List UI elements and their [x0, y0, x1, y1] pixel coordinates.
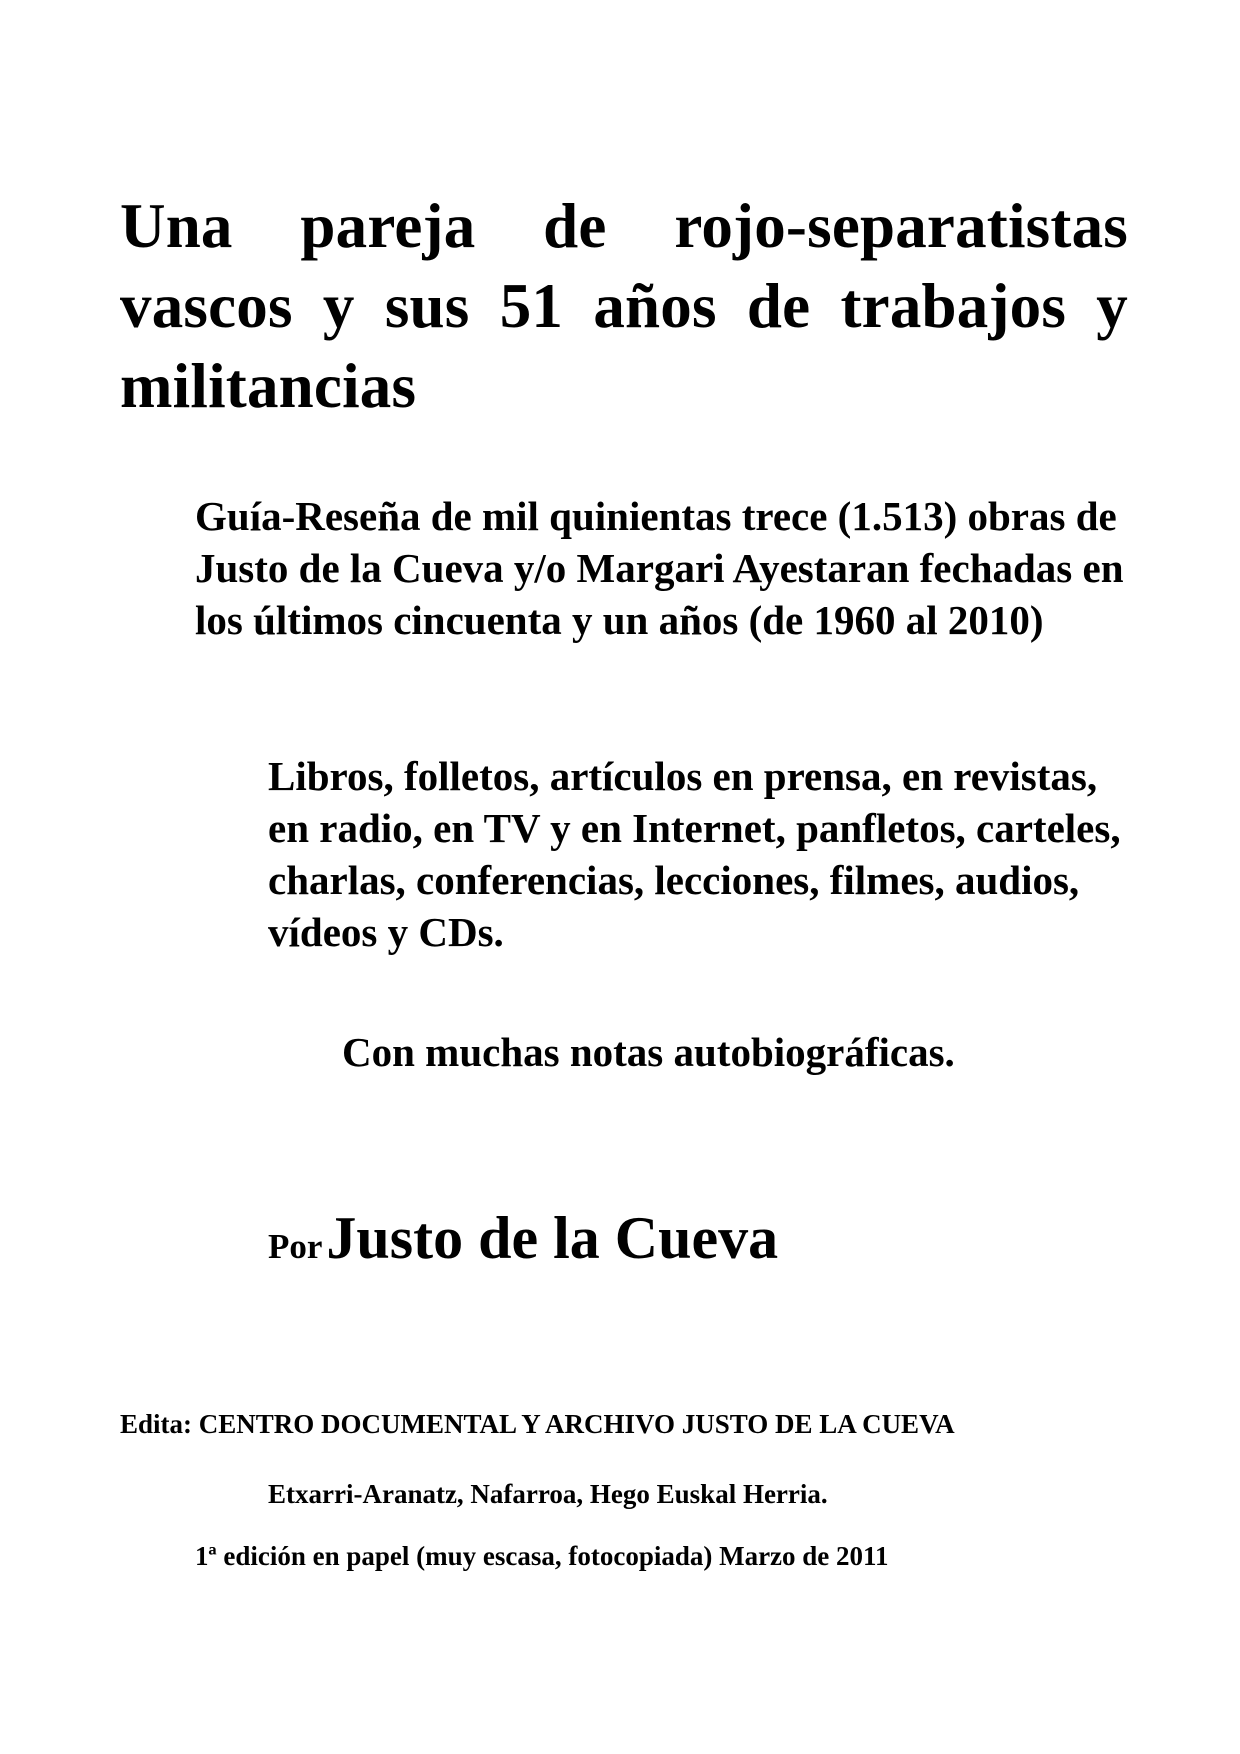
book-subtitle: Guía-Reseña de mil quinientas trece (1.513) obras de Justo de la Cueva y/o Margari Ayestaran fechadas en los últimos cincuenta y un años (de 1960 al 2010)	[195, 493, 1124, 643]
author-name: Justo de la Cueva	[326, 1205, 779, 1271]
author-byline	[268, 1198, 778, 1294]
contents-description: Libros, folletos, artículos en prensa, en revistas, en radio, en TV y en Internet, panfletos, carteles, charlas, conferencias, lecciones, filmes, audios, vídeos y CDs.	[268, 753, 1121, 955]
publisher-location: Etxarri-Aranatz, Nafarroa, Hego Euskal Herria.	[268, 1479, 828, 1509]
byline-prefix: Por	[268, 1227, 323, 1266]
book-title: Una pareja de rojo-separatistas vascos y sus 51 años de trabajos y militancias	[120, 191, 1128, 421]
publisher-line: Edita: CENTRO DOCUMENTAL Y ARCHIVO JUSTO DE LA CUEVA	[120, 1409, 955, 1439]
autobiographical-notes-line: Con muchas notas autobiográficas.	[342, 1029, 955, 1075]
edition-note: 1ª edición en papel (muy escasa, fotocopiada) Marzo de 2011	[195, 1541, 889, 1571]
